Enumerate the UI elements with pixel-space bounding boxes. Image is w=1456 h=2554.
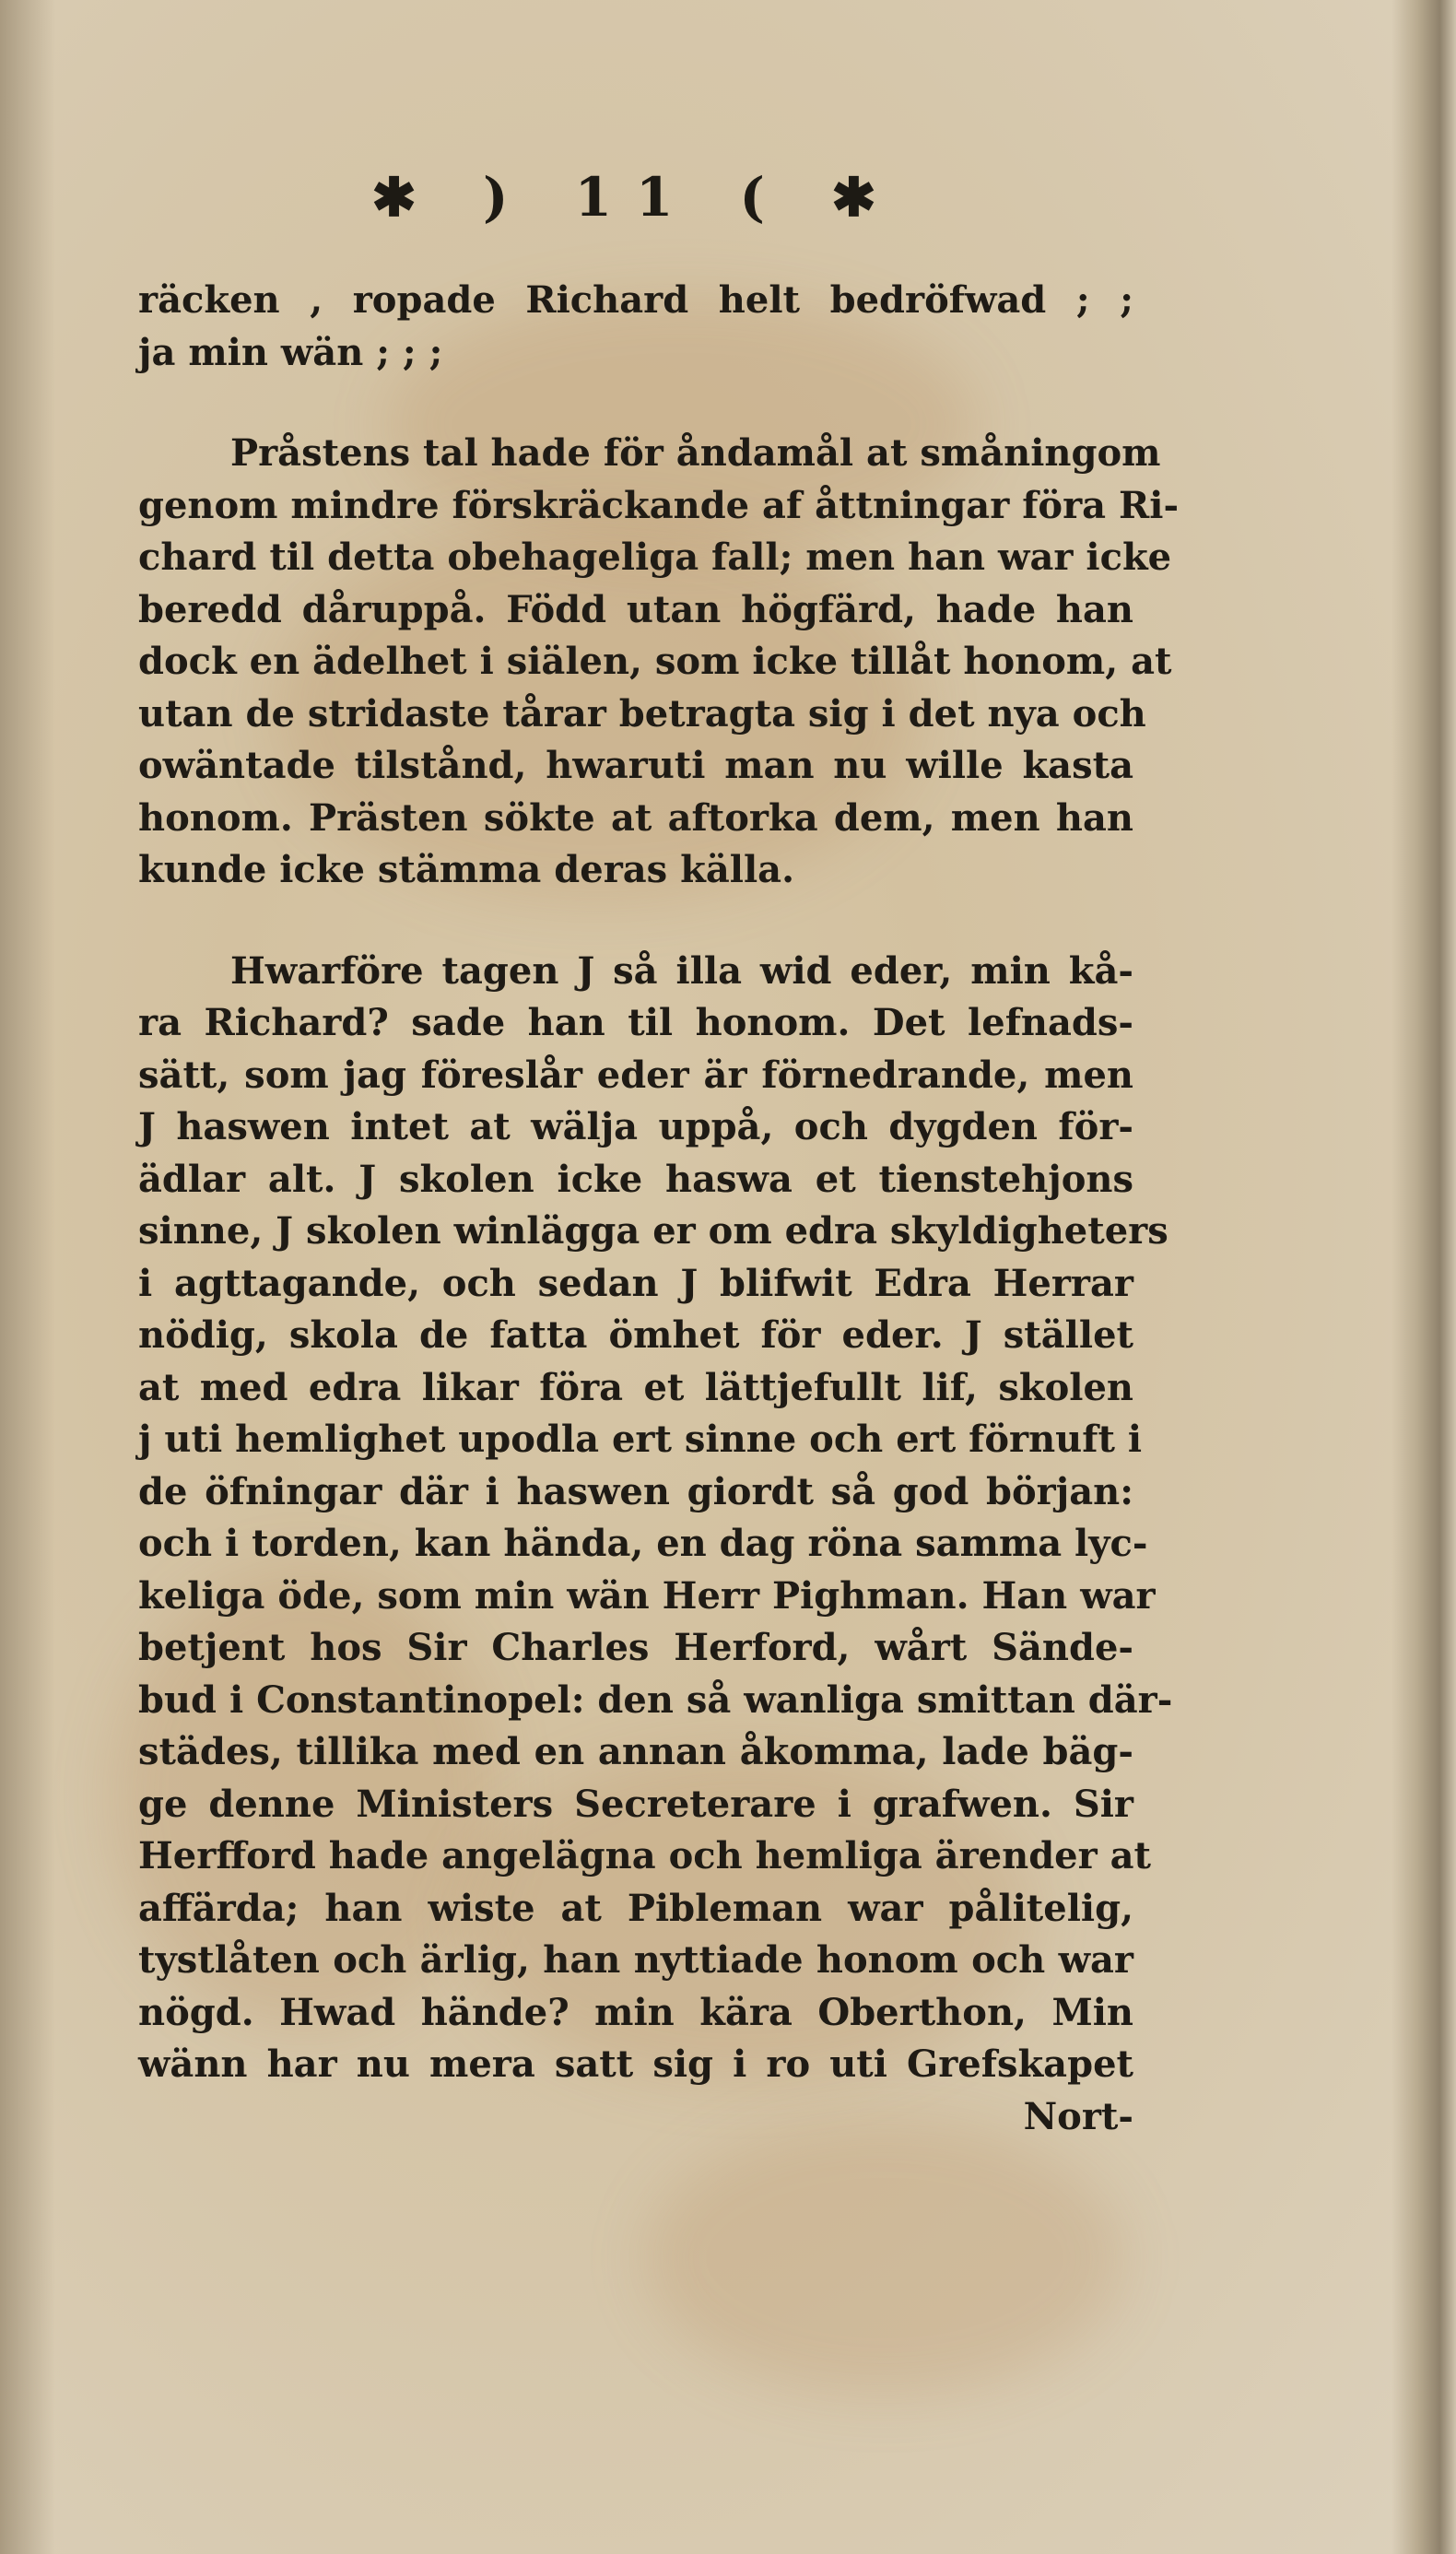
- text-line: nögd. Hwad hände? min kära Oberthon, Min: [138, 1990, 1133, 2034]
- text-line: dock en ädelhet i siälen, som icke tillåt honom, at: [138, 640, 1172, 683]
- text-line: Herfford hade angelägna och hemliga ärender at: [138, 1834, 1152, 1877]
- text-line: ge denne Ministers Secreterare i grafwen. Sir: [138, 1782, 1133, 1826]
- text-line: ra Richard? sade han til honom. Det lefnads-: [138, 1001, 1133, 1044]
- text-line: Pråstens tal hade för åndamål at småningom: [230, 431, 1161, 475]
- text-line: städes, tillika med en annan åkomma, lade bäg-: [138, 1730, 1133, 1773]
- text-line: chard til detta obehageliga fall; men han war icke: [138, 536, 1172, 579]
- text-line: ja min wän ; ; ;: [138, 330, 443, 374]
- text-line: genom mindre förskräckande af åttningar föra Ri-: [138, 483, 1180, 527]
- text-line: i agttagande, och sedan J blifwit Edra Herrar: [138, 1261, 1133, 1305]
- text-line: och i torden, kan hända, en dag röna samma lyc-: [138, 1522, 1148, 1565]
- text-line: nödig, skola de fatta ömhet för eder. J stället: [138, 1313, 1133, 1357]
- text-line: J haswen intet at wälja uppå, och dygden för-: [138, 1105, 1133, 1148]
- text-line: betjent hos Sir Charles Herford, wårt Sände-: [138, 1626, 1133, 1669]
- page-header: ✱ ) 11 ( ✱: [371, 166, 900, 229]
- text-line: utan de stridaste tårar betragta sig i det nya och: [138, 691, 1146, 736]
- text-line: tystlåten och ärlig, han nyttiade honom och war: [138, 1938, 1133, 1982]
- text-line: keliga öde, som min wän Herr Pighman. Han war: [138, 1573, 1156, 1618]
- text-line: sinne, J skolen winlägga er om edra skyldigheters: [138, 1209, 1168, 1253]
- text-line: Hwarföre tagen J så illa wid eder, min kå-: [230, 948, 1133, 993]
- text-line: honom. Prästen sökte at aftorka dem, men han: [138, 795, 1133, 840]
- text-line: sätt, som jag föreslår eder är förnedrande, men: [138, 1053, 1133, 1097]
- text-line: ädlar alt. J skolen icke haswa et tienstehjons: [138, 1157, 1133, 1201]
- text-line: kunde icke stämma deras källa.: [138, 848, 794, 891]
- text-line: at med edra likar föra et lättjefullt lif, skolen: [138, 1365, 1133, 1409]
- text-line: räcken , ropade Richard helt bedröfwad ; ;: [138, 278, 1133, 322]
- text-line: affärda; han wiste at Pibleman war pålitelig,: [138, 1886, 1133, 1930]
- text-line: wänn har nu mera satt sig i ro uti Grefskapet: [138, 2042, 1133, 2086]
- catchword: Nort-: [1023, 2094, 1133, 2138]
- text-line: beredd dåruppå. Född utan högfärd, hade han: [138, 587, 1133, 631]
- body-text: [138, 275, 1180, 2143]
- text-line: de öfningar där i haswen giordt så god början:: [138, 1469, 1133, 1513]
- text-line: j uti hemlighet upodla ert sinne och ert förnuft i: [138, 1418, 1143, 1461]
- text-line: owäntade tilstånd, hwaruti man nu wille kasta: [138, 744, 1133, 787]
- text-line: bud i Constantinopel: den så wanliga smittan där-: [138, 1677, 1173, 1722]
